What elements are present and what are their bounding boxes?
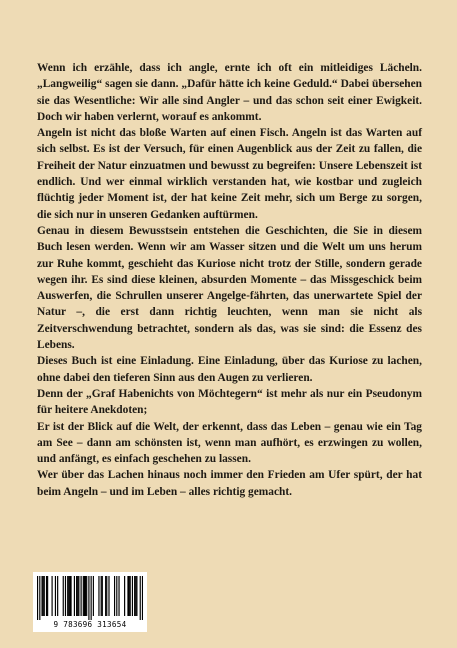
barcode-bar — [76, 576, 77, 616]
barcode-bar — [118, 576, 119, 616]
barcode-bar — [128, 576, 129, 616]
barcode-bar — [101, 576, 102, 616]
barcode-bar — [127, 576, 128, 616]
barcode-bar — [47, 576, 48, 616]
barcode-bar — [74, 576, 75, 616]
paragraph-6: Er ist der Blick auf die Welt, der erkennt, dass das Leben – genau wie ein Tag am See – dann am schönsten ist, wenn man aufhört, es erzwingen zu wollen, und anfängt, es einfach geschehen zu lassen. — [37, 420, 422, 466]
barcode-bar — [130, 576, 131, 616]
barcode-bar — [84, 576, 85, 616]
barcode-bar — [83, 576, 84, 616]
barcode-bar — [106, 576, 107, 616]
barcode-bar — [63, 576, 64, 616]
barcode-bar — [77, 576, 78, 616]
barcode-bar — [93, 576, 94, 616]
barcode-bar — [132, 576, 133, 616]
paragraph-1: Wenn ich erzähle, dass ich angle, ernte ich oft ein mitleidiges Lächeln. „Langweilig“ sagen sie dann. „Dafür hätte ich keine Geduld.“ Dabei übersehen sie das Wesentliche: Wir alle sind Angler – und das schon seit einer Ewigkeit. Doch wir haben verlernt, worauf es ankommt. — [37, 62, 422, 123]
barcode-bar — [37, 576, 38, 620]
barcode-bar — [136, 576, 137, 616]
barcode-bar — [65, 576, 66, 616]
barcode-bar — [116, 576, 117, 616]
barcode-bar — [142, 576, 143, 620]
barcode-bar — [68, 576, 69, 616]
barcode-bar — [52, 576, 53, 616]
barcode-bar — [39, 576, 40, 620]
barcode-bar — [41, 576, 42, 616]
barcode-bar — [98, 576, 99, 616]
isbn-barcode — [33, 572, 147, 632]
barcode-bar — [124, 576, 125, 616]
barcode-bar — [85, 576, 86, 616]
barcode-bars — [37, 576, 143, 620]
barcode-bar — [55, 576, 56, 616]
barcode-digits: 9 783696 313654 — [53, 620, 127, 629]
barcode-bar — [135, 576, 136, 616]
barcode-bar — [102, 576, 103, 616]
barcode-bar — [69, 576, 70, 616]
blurb-text — [37, 60, 422, 500]
barcode-bar — [105, 576, 106, 616]
barcode-bar — [78, 576, 79, 616]
barcode-bar — [67, 576, 68, 616]
barcode-bar — [88, 576, 89, 620]
barcode-bar — [140, 576, 141, 620]
paragraph-7: Wer über das Lachen hinaus noch immer den Frieden am Ufer spürt, der hat beim Angeln – und im Leben – alles richtig gemacht. — [37, 469, 422, 498]
barcode-bar — [91, 576, 92, 620]
barcode-bar — [46, 576, 47, 616]
barcode-bar — [134, 576, 135, 616]
barcode-bar — [108, 576, 109, 616]
barcode-bar — [70, 576, 71, 616]
paragraph-5: Denn der „Graf Habenichts von Möchtegern“ ist mehr als nur ein Pseudonym für heitere Anekdoten; — [37, 387, 422, 417]
barcode-bar — [86, 576, 87, 616]
paragraph-4: Dieses Buch ist eine Einladung. Eine Einladung, über das Kuriose zu lachen, ohne dabei den tieferen Sinn aus den Augen zu verlieren. — [37, 355, 422, 384]
barcode-bar — [81, 576, 82, 616]
paragraph-2: Angeln ist nicht das bloße Warten auf einen Fisch. Angeln ist das Warten auf sich selbst. Es ist der Versuch, für einen Augenblick aus der Zeit zu fallen, die Freiheit der Natur einzuatmen und bewusst zu begreifen: Unsere Lebenszeit ist endlich. Und wer einmal wirklich verstanden hat, wie kostbar und zugleich flüchtig jeder Moment ist, der hat keine Zeit mehr, sich um Berge zu sorgen, die sich nur in unseren Gedanken auftürmen. — [37, 127, 422, 221]
paragraph-3: Genau in diesem Bewusstsein entstehen die Geschichten, die Sie in diesem Buch lesen werden. Wenn wir am Wasser sitzen und die Welt um uns herum zur Ruhe kommt, geschieht das Kuriose nicht trotz der Stille, sondern gerade wegen ihr. Es sind diese kleinen, absurden Momente – das Missgeschick beim Auswerfen, die Schrullen unserer Angelge-fährten, das unerwartete Spiel der Natur –, die erst dann richtig leuchten, wenn man sie nicht als Zeitverschwendung betrachtet, sondern als das, was sie sind: die Essenz des Lebens. — [37, 224, 422, 352]
barcode-bar — [44, 576, 45, 616]
barcode-bar — [43, 576, 44, 616]
barcode-bar — [114, 576, 115, 616]
barcode-bar — [57, 576, 58, 616]
